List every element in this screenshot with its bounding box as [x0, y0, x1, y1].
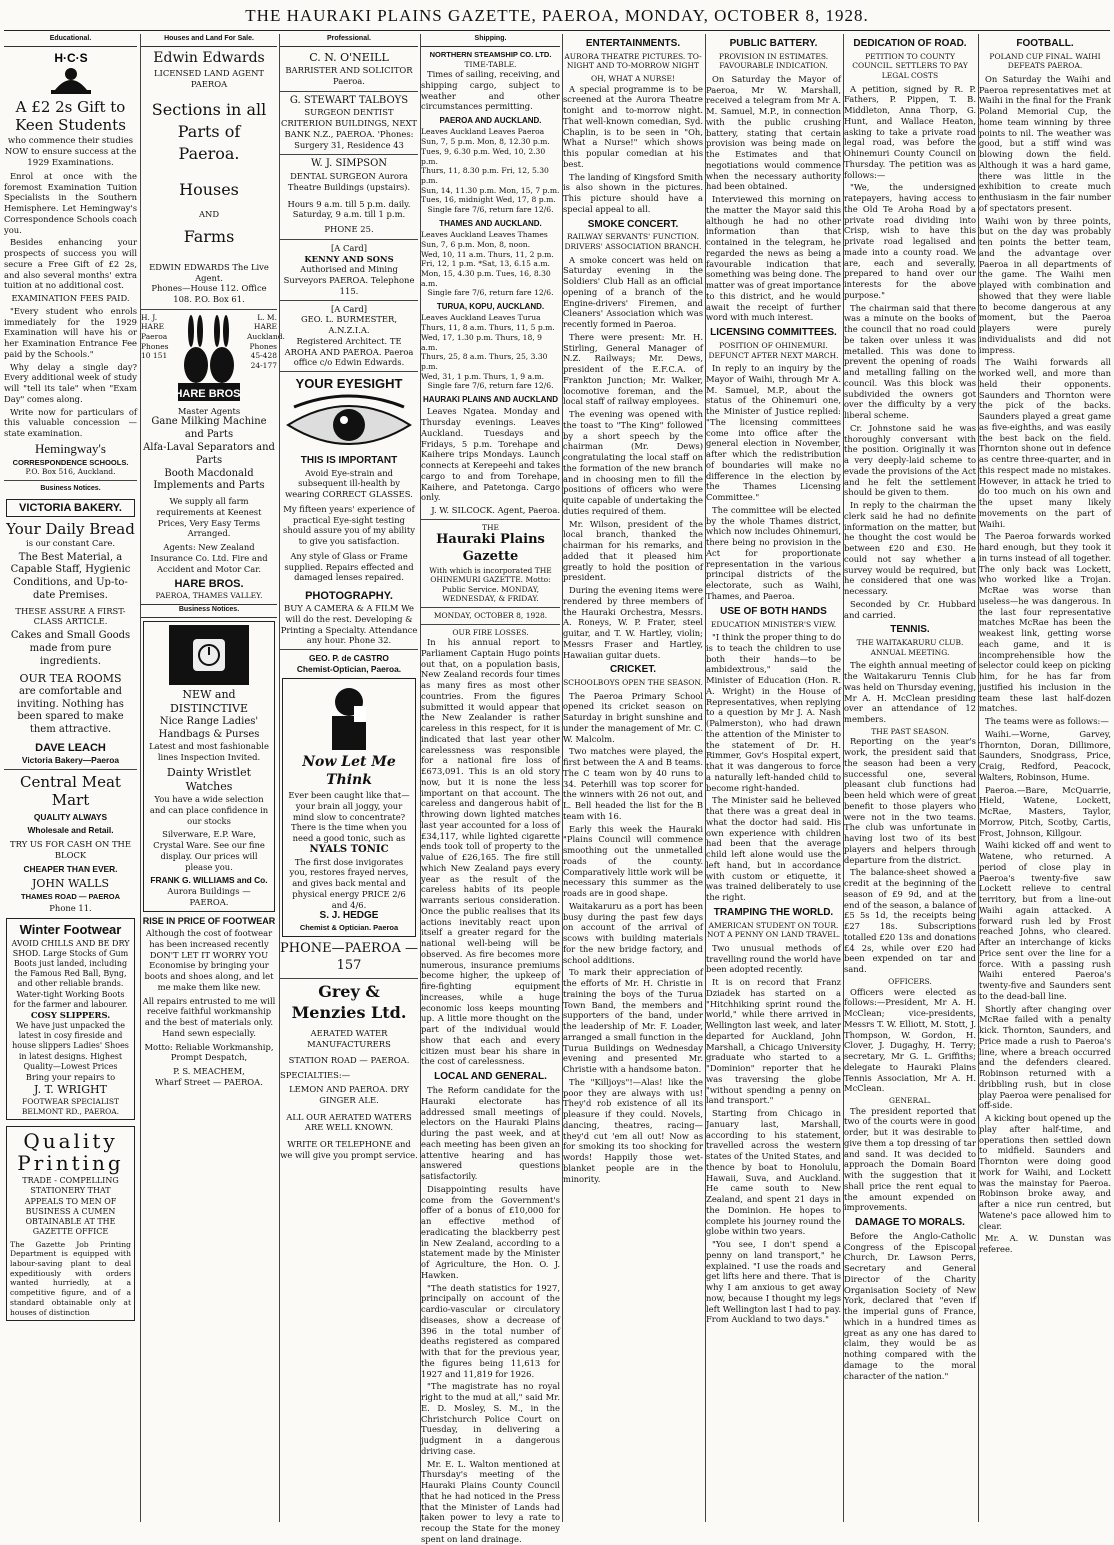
gift-paragraph-3: "Every student who enrols immediately for the 1929 Examination will have his or her Examination Entrance Fee paid by the Schools.": [4, 305, 137, 359]
local-paragraph-2: Disappointing results have come from the Government's offer of a bonus of £10,000 for an effective method of eradicating the blackberry pest in New Zealand, according to a statement made by the Minister of Agriculture, the Hon. O. J. Hawken.: [421, 1183, 560, 1280]
bread-paragraph: The Best Material, a Capable Staff, Hygienic Conditions, and Up-to-date Premises.: [10, 551, 131, 601]
kenny-name: KENNY AND SONS: [304, 253, 394, 264]
divider: [280, 978, 418, 979]
divider: [280, 649, 418, 650]
talboys-name: G. STEWART TALBOYS: [289, 94, 409, 106]
try-us-text: TRY US FOR CASH ON THE BLOCK: [10, 839, 131, 860]
timetable-row: Thurs, 11, 8.30 p.m. Fri, 12, 5.30 p.m.: [421, 166, 549, 185]
winter-footwear-text: AVOID CHILLS AND BE DRY SHOD. Large Stocks of Gum Boots just landed, including the Famous Red Ball, Byng, and other reliable brands. Water-tight Working Boots for the farmer and labourer.: [11, 938, 130, 1009]
dainty-watches: Dainty Wristlet Watches: [166, 765, 252, 794]
hare-item-2: Alfa-Laval Separators and Parts: [143, 441, 275, 466]
tramp-paragraph-2: It is on record that Franz Dziadek has started on a "Hitchhiking sprint round the world," while there arrived in Wellington last week, and later departed for Auckland, John Marshall, a Chicago University graduate who started to a "Dominion" reporter that he was traversing the globe "without spending a penny on land transport.": [706, 977, 841, 1106]
master-agents: Master Agents: [177, 405, 241, 416]
oneill-name: C. N. O'NEILL: [309, 50, 389, 64]
cricket-paragraph-3: Early this week the Hauraki "Plains Council will commence smoothing out the unmetalled roads of the county. Comparatively little work will be necessary this summer as the roads are in good shape.: [563, 823, 703, 899]
tea-rooms-text: are comfortable and inviting. Nothing has been spared to make them attractive.: [17, 685, 124, 736]
gift-subtitle: who commence their studies NOW to ensure success at the 1929 Examinations.: [4, 135, 137, 168]
hare-left: H. J. HARE Paeroa Phones 10 151: [141, 312, 169, 361]
divider: [421, 624, 560, 625]
ded-paragraph-1: A petition, signed by R. P. Fathers, P. Pippen, T. B. Middleton, Anna Thorp, G. Hunt, and Wallace Heaton, asking to take a private road legal road, was before the Ohinemuri County Council on Thursday. The petition was as follows:—: [844, 83, 976, 180]
paeroa-auckland: PAEROA AND AUCKLAND.: [439, 116, 542, 126]
rise-paragraph-2: All repairs entrusted to me will receive faithful workmanship and the best of materials only. Hand sewn especially.: [142, 995, 276, 1038]
local-paragraph-3: "The death statistics for 1927, principally on account of the cardio-vascular or circulatory diseases, show a decrease of 396 in the total number of deaths registered as compared with that for the previous year, the figures being 11,613 for 1927 and 11,819 for 1926.: [421, 1282, 560, 1379]
lic-paragraph-1: In reply to an inquiry by the Mayor of Waihi, through Mr A. M. Samuel, M.P., about the status of the Ohinemuri one, the Minister of Justice replied: "The licensing committees come into office after the general election in November, after which the redistribution of boundaries will make no difference in the election by the Thames Licensing Committee.": [706, 363, 841, 503]
dainty-text: You have a wide selection and can place confidence in our stocks: [149, 794, 269, 826]
bread-sub: is our constant Care.: [26, 537, 115, 548]
eye-paragraph-1: Avoid Eye-strain and subsequent ill-health by wearing CORRECT GLASSES.: [285, 467, 413, 500]
column-8: [978, 34, 1111, 1522]
damage-paragraph: Before the Anglo-Catholic Congress of the Episcopal Church, Dr. Lawson Perrs, Secretary and General Director of the Charity Organisation Society of New York, declared that "even if the imperial guns of France, which in a hundred times as great as any one has dared to claim, they would be as nothing compared with the damage to the moral character of the nation.": [844, 1230, 976, 1381]
local-paragraph-4: "The magistrate has no royal right to the mud at all," said Mr. E. D. Mosley, S. M., in the Christchurch Police Court on Tuesday, in delivering a judgment in a dangerous driving case.: [421, 1381, 560, 1456]
thames-auckland-rows: [421, 230, 560, 298]
ded-paragraph-3: The chairman said that there was a minute on the books of the council that no road could be taken over unless it was metalled. This was done to prevent the opening of roads and metalling falling on the council. Was this block was subdivided the owners got over the difficulty by a very liberal scheme.: [844, 302, 976, 421]
assure-text: THESE ASSURE A FIRST-CLASS ARTICLE.: [15, 605, 126, 627]
bring-repairs-text: Bring your repairs to: [25, 1072, 116, 1083]
eye-paragraph-2: My fifteen years' experience of practical Eye-sight testing should assure you of my ability to give you satisfaction.: [283, 503, 415, 547]
cosy-slippers-heading: COSY SLIPPERS.: [30, 1010, 111, 1021]
ded-paragraph-6: Seconded by Cr. Hubbard and carried.: [844, 598, 976, 620]
referee-text: Mr. A. W. Dunstan was referee.: [979, 1233, 1111, 1255]
smoke-paragraph-4: Mr. Wilson, president of the local branch, thanked the chairman for his remarks, and added that it pleased him greatly to hold the position of president.: [563, 518, 703, 583]
timetable-row: Thurs, 11, 8 a.m. Thurs, 11, 5 p.m.: [421, 323, 555, 333]
eyesight-heading: YOUR EYESIGHT: [295, 376, 403, 392]
lemon-text: LEMON AND PAEROA. DRY GINGER ALE.: [289, 1084, 409, 1105]
general-heading: GENERAL.: [889, 1096, 931, 1105]
rise-paragraph: Although the cost of footwear has been increased recently DON'T LET IT WORRY YOU Economise by bringing your boots and shoes along, and let me make them like new.: [144, 928, 274, 992]
card-label: [A Card]: [330, 242, 367, 253]
winter-footwear-heading: Winter Footwear: [19, 921, 122, 937]
hare-item-4: We supply all farm requirements at Keenest Prices, Very Easy Terms Arranged.: [156, 496, 262, 539]
nyals-paragraph: Ever been caught like that—your brain all joggy, your mind slow to concentrate? There is the time when you need a good tonic, such as: [288, 790, 410, 844]
hours-text: Hours 9 a.m. till 5 p.m. daily. Saturday, 9 a.m. till 1 p.m.: [287, 198, 411, 220]
gift-paragraph-1: Enrol at once with the foremost Examination Tuition Specialists in the Southern Hemisphere. Let Hemingway's Correspondence Schools coach you.: [4, 170, 137, 235]
station-road: STATION ROAD — PAEROA.: [288, 1054, 410, 1065]
smoke-concert-heading: SMOKE CONCERT.: [587, 218, 679, 230]
ded-paragraph-5: In reply to the chairman the clerk said he had no definite information on the matter, but he thought the cost would be between £20 and £30. He could not say whether a survey would be required, but he considered that one was necessary.: [844, 500, 976, 597]
eye-paragraph-3: Any style of Glass or Frame supplied. Repairs effected and damaged lenses repaired.: [284, 550, 414, 583]
handbags-text: Nice Range Ladies' Handbags & Purses: [158, 715, 260, 740]
timetable-row: Mon, 15, 4.30 p.m. Tues, 16, 8.30 a.m.: [421, 268, 551, 288]
divider: [141, 309, 277, 310]
rise-in-price-heading: RISE IN PRICE OF FOOTWEAR: [142, 915, 276, 926]
both-paragraph-1: "I think the proper thing to do is to teach the children to use both their hands—to be ambidextrous," said the Minister of Education (Hon. R. A. Wright) in the House of Representatives, when replying to a question by Mr J. A. Nash (Palmerston), who had drawn the attention of the Minister to the statement of Dr. H. Rimmer, Gov's Hospital expert, that it was dangerous to force a naturally left-handed child to become right-handed.: [706, 632, 841, 793]
quality-printing-ad: [6, 1126, 135, 1321]
section-shipping: Shipping.: [421, 34, 560, 47]
local-paragraph-1: The Reform candidate for the Hauraki electorate has addressed small meetings of electors on the Hauraki Plains during the past week, and at each meeting has been given an attentive hearing and has answered questions satisfactorily.: [421, 1085, 560, 1182]
officers-heading: OFFICERS.: [888, 976, 932, 986]
specialties: SPECIALTIES:—: [280, 1070, 351, 1081]
pb-paragraph-2: Interviewed this morning on the matter the Mayor said this although he had no other information than that contained in the telegram, he regarded the news as being a favourable indication that something was being done. The matter was of great importance to this district, and he would await the receipt of further word with much interest.: [706, 194, 841, 323]
past-paragraph-2: The balance-sheet showed a credit at the beginning of the season of £9 9d, and at the end of the season, a balance of £5 5s 1d, the receipts being £27 18s. Subscriptions totalled £20 13s and donations £4 2s, while over £20 had been expended on tar and sand.: [844, 867, 976, 975]
smoke-paragraph-1: A smoke concert was held on Saturday evening in the Soldiers' Club Hall as an official opening of a branch of the Engine-drivers' Firemen, and Cleaners' Association which was recently formed in Paeroa.: [563, 254, 703, 330]
gift-title: A £2 2s Gift to Keen Students: [15, 97, 126, 134]
tea-rooms-heading: OUR TEA ROOMS: [19, 671, 122, 685]
timetable-row: Sun, 7, 6 p.m. Mon, 8, noon.: [421, 239, 531, 249]
turua-auckland: TURUA, KOPU, AUCKLAND.: [436, 302, 545, 312]
dedication-heading: DEDICATION OF ROAD.: [853, 38, 967, 49]
nyals-ad: [282, 678, 416, 937]
meachem-address: Wharf Street — PAEROA.: [155, 1076, 263, 1087]
paeroa-auckland-rows: [421, 127, 560, 214]
frank-williams: FRANK G. WILLIAMS and Co.: [150, 875, 268, 886]
cheaper-text: CHEAPER THAN EVER.: [23, 863, 118, 874]
john-walls: JOHN WALLS: [32, 877, 109, 891]
timetable-row: Fri, 12, 1 p.m. *Sat, 13, 6.15 a.m.: [421, 259, 550, 269]
foot-paragraph-3: The Waihi forwards all worked well, and more than held their opponents. Saunders and Thornton were the pick of the backs. Saunders played a great game as five-eighths, and was easily the best back on the field. Thornton shone out in defence as centre three-quarter, and in this respect made no mistakes. However, in attack he tried to do too much on his own and the upset many likely movements on the part of Waihi.: [979, 357, 1111, 529]
divider: [421, 519, 560, 520]
dedication-sub: PETITION TO COUNTY COUNCIL. SETTLERS TO PAY LEGAL COSTS: [852, 51, 968, 80]
simpson-name: W. J. SIMPSON: [310, 158, 388, 170]
both-paragraph-2: The Minister said he believed that there was a great deal in what the doctor had said. His own experience with children had been that the average child left alone would use the left hand, but in accordance with custom or etiquette, it was trained deliberately to use the right.: [706, 795, 841, 903]
ent-paragraph-1: A special programme is to be screened at the Aurora Theatre tonight and to-morrow night. That well-known comedian, Syd. Chaplin, is to be seen in "Oh, What a Nurse!" which shows this popular comedian at his best.: [563, 83, 703, 169]
meachem-name: P. S. MEACHEM,: [173, 1066, 245, 1077]
quality-printing-text-2: The Gazette Job Printing Department is equipped with labour-saving plant to deal expeditiously with orders wanted hurriedly, at a competitive figure, and of a standard obtainable only at houses of distinction: [10, 1239, 131, 1317]
cricket-sub: SCHOOLBOYS OPEN THE SEASON.: [563, 678, 703, 688]
column-6: [705, 34, 841, 1522]
hare-bros-address: PAEROA, THAMES VALLEY.: [155, 591, 263, 601]
timetable-row: Single fare 7/6, return fare 12/6.: [427, 205, 554, 215]
tennis-paragraph: The eighth annual meeting of the Waitakaruru Tennis Club was held on Thursday evening, Mr A. H. McClean presiding over an attendance of 12 members.: [844, 660, 976, 725]
football-sub: POLAND CUP FINAL. WAIHI DEFEATS PAEROA.: [989, 51, 1101, 71]
aurora-sub: AURORA THEATRE PICTURES. TO-NIGHT AND TO-MORROW NIGHT: [564, 51, 702, 71]
dave-leach: DAVE LEACH: [35, 741, 106, 754]
cakes-text: Cakes and Small Goods made from pure ingredients.: [10, 630, 131, 667]
foot-paragraph-1: On Saturday the Waihi and Paeroa representatives met at Waihi in the final for the Frank Poland Memorial Cup, the home team winning by three points to nil. The weather was good, but a stiff wind was blowing down the field. Although it was a hard game, there was little in the exhibition to create much enthusiasm in the fair number of spectators present.: [979, 73, 1111, 213]
entertainments-heading: ENTERTAINMENTS.: [585, 38, 681, 49]
public-battery-sub: PROVISION IN ESTIMATES. FAVOURABLE INDICATION.: [718, 51, 829, 71]
smoke-paragraph-5: During the evening items were rendered by three members of the Hauraki Orchestra, Messrs. A. Roneys, W. P. Frater, steel guitar, and T. W. Hartley, violin; Messrs Fraser and Hartley, Hawaiian guitar duets.: [563, 585, 703, 660]
column-1: [4, 34, 137, 1522]
cricket-paragraph-1: The Paeroa Primary School opened its cricket season on Saturday in bright sunshine and under the management of Mr. C. W. Malcolm.: [563, 690, 703, 744]
local-general-heading: LOCAL AND GENERAL.: [434, 1071, 547, 1083]
pb-paragraph-1: On Saturday the Mayor of Paeroa, Mr W. Marshall, received a telegram from Mr A. M. Samuel, M.P., in connection with the public crushing battery, stating that certain provision was being made on the Estimates and that negotiations would commence when the necessary authority had been obtained.: [706, 73, 841, 192]
john-walls-address: THAMES ROAD — PAEROA: [20, 891, 121, 901]
card-label-2: [A Card]: [330, 303, 367, 314]
watch-icon: [169, 625, 249, 685]
smoke-concert-sub: RAILWAY SERVANTS' FUNCTION. DRIVERS' ASSOCIATION BRANCH.: [564, 232, 702, 251]
general-paragraph: The president reported that two of the courts were in good order, but it was desirable to give them a top dressing of tar and sand. It was decided to approach the Domain Board with the suggestion that it shall price the rent equal to the amount expended on improvements.: [844, 1105, 976, 1213]
timetable-row: Leaves Auckland Leaves Paeroa: [421, 127, 545, 137]
talboys-sub: SURGEON DENTIST CRITERION BUILDINGS, NEXT BANK N.Z., PAEROA. 'Phones: Surgery 31, Residence 43: [280, 107, 418, 150]
foot-paragraph-6: Shortly after changing over McRae failed with a penalty kick. Thornton, Saunders, and Price made a rush to Paeroa's line, where a breach occurred and the defenders cleared. Robinson returned with a dribbling rush, but in close play Paeroa were penalised for off-side.: [979, 1003, 1111, 1111]
timetable-row: Sun, 7, 5 p.m. Mon, 8, 12.30 p.m.: [421, 137, 550, 147]
divider: [280, 239, 418, 240]
ded-paragraph-2: "We, the undersigned ratepayers, having access to the Old Te Aroha Road by a private road dividing into Crisp, wish to have this private road legalised and made into a county road. We are, each and severally, prepared to hand over our interests for the above purpose.": [844, 182, 976, 300]
ent-paragraph-2: The landing of Kingsford Smith is also shown in the pictures. This picture should have a special appeal to all.: [563, 171, 703, 214]
oneill-sub: BARRISTER AND SOLICITOR Paeroa.: [285, 65, 413, 86]
and-text: AND: [198, 208, 220, 219]
hare-right: L. M. HARE Auckland. Phones 45-428 24-177: [247, 312, 285, 370]
tramp-paragraph-1: Two unusual methods of travelling round the world have been adopted recently.: [706, 942, 841, 975]
quality-printing-heading: Quality Printing: [17, 1129, 124, 1176]
frank-williams-address: Aurora Buildings — PAEROA.: [167, 886, 251, 907]
hemingways-sub: CORRESPONDENCE SCHOOLS.: [12, 457, 129, 467]
meat-mart-heading: Central Meat Mart: [20, 772, 121, 809]
divider: [280, 300, 418, 301]
masthead-rule: [4, 30, 1110, 31]
photography-heading: PHOTOGRAPHY.: [305, 590, 393, 603]
svg-text:HARE BROS.: HARE BROS.: [174, 387, 244, 400]
hpg-title: Hauraki Plains Gazette: [436, 532, 545, 565]
divider: [280, 91, 418, 92]
column-5: [562, 34, 703, 1522]
tramping-heading: TRAMPING THE WORLD.: [713, 906, 834, 918]
castro-name: GEO. P. de CASTRO: [309, 653, 389, 664]
burmester-sub: Registered Architect. TE AROHA AND PAEROA. Paeroa office c/o Edwin Edwards.: [284, 335, 414, 368]
the-label: THE: [481, 522, 500, 532]
tennis-heading: TENNIS.: [890, 624, 930, 636]
foot-paragraph-5: Waihi kicked off and went to Watene, who returned. A period of close play in Paeroa's twenty-five saw Lockett relieve to central territory, but from a line-out Waihi again attacked. A forward rush led by Frost reached Johns, who cleared. After an interchange of kicks Price sent over the line for a force. With a passing rush Waihi entered Paeroa's twenty-five and Saunders sent to the dead-ball line.: [979, 840, 1111, 1001]
phone-157: PHONE—PAEROA — 157: [280, 940, 419, 973]
nyals-tonic: NYALS TONIC: [309, 843, 389, 855]
hare-agents: Agents: New Zealand Insurance Co. Ltd. Fire and Accident and Motor Car.: [150, 542, 268, 574]
new-distinctive: NEW and DISTINCTIVE: [169, 687, 249, 715]
smoke-paragraph-2: There were present: Mr. H. Stirling, General Manager of N.Z. Railways; Mr. Dews, president of the E.F.C.A. of Frankton Junction; Mr. Walker, locomotive foreman, and the local staff of railway employees.: [563, 331, 703, 407]
edwin-edwards-name: Edwin Edwards: [153, 49, 265, 66]
quality-always: QUALITY ALWAYS: [33, 811, 108, 822]
divider: [280, 154, 418, 155]
hedge-name: S. J. HEDGE: [319, 910, 379, 922]
foot-paragraph-2: Waihi won by three points, but on the day was probably ten points the better team, and the advantage over Paeroa in all departments of the game. The Waihi men played with combination and showed that they were liable to become dangerous at any moment, but the Paeroa players were purely individualists and did not impress.: [979, 215, 1111, 355]
both-hands-sub: EDUCATION MINISTER'S VIEW.: [710, 619, 837, 629]
simpson-sub: DENTAL SURGEON Aurora Theatre Buildings (upstairs).: [287, 171, 411, 192]
officers-paragraph: Officers were elected as follows:—President, Mr A. H. McClean; vice-presidents, Messrs T. W. Elliott, M. Stott, J. Thompson, W. Gordon, H. Clover, J. Dugaghy, H. Terry; secretary, Mr G. L. Griffiths; delegate to Hauraki Plains Tennis Association, Mr A. H. McClean.: [844, 986, 976, 1094]
foot-paragraph-4: The Paeroa forwards worked hard enough, but they took it in turns instead of all together. The only back was Lockett, who worked like a Trojan. McRae was worse than useless—he was dangerous. In the last four representative matches McRae has been the weakest link, getting worse each game, and it is incomprehensible how the selector could keep on picking him, for he has far from justified his inclusion in the team these last half-dozen matches.: [979, 531, 1111, 714]
svg-text:H·C·S: H·C·S: [53, 50, 88, 65]
turua-rows: [421, 313, 560, 391]
aerated-water: AERATED WATER MANUFACTURERS: [307, 1028, 391, 1049]
teams-waihi: Waihi.—Worne, Garvey, Thornton, Doran, Dillimore, Saunders, Snodgrass, Price, Craig, Redford, Peacock, Walters, Robinson, Hume.: [979, 728, 1111, 782]
hare-rabbits-icon: [174, 313, 244, 403]
hpg-date: MONDAY, OCTOBER 8, 1928.: [433, 611, 548, 621]
past-paragraph-1: Reporting on the year's work, the president said that the season had been a very successful one, several pleasant club functions had been held which were of great benefit to those players who were not in the two teams. The club was unfortunate in having lost two of its best players and helpers through departure from the district.: [844, 736, 976, 865]
hemingways-box: P.O. Box 516, Auckland.: [25, 467, 116, 477]
quality-printing-text: TRADE - COMPELLING STATIONERY THAT APPEALS TO MEN OF BUSINESS A CUMEN OBTAINABLE AT THE GAZETTE OFFICE: [22, 1176, 119, 1237]
timetable-row: Wed, 17, 1.30 p.m. Thurs, 18, 9 a.m.: [421, 332, 543, 352]
nsco: NORTHERN STEAMSHIP CO. LTD.: [429, 49, 552, 59]
cosy-slippers-text: We have just unpacked the latest in cosy fireside and house slippers Ladies' Shoes in latest designs. Highest Quality—Lowest Prices: [12, 1020, 129, 1071]
cricket-paragraph-2: Two matches were played, the first between the A and B teams. The C team won by 40 runs to 34. Peterhill was top scorer for the winners with 26 not out, and L. Bell headed the list for the B team with 16.: [563, 746, 703, 821]
burmester-name: GEO. L. BURMESTER, A.N.Z.I.A.: [300, 314, 397, 336]
timetable-row: Wed, 31, 1 p.m. Thurs, 1, 9 a.m.: [421, 371, 545, 381]
exam-fees-heading: EXAMINATION FEES PAID.: [11, 293, 130, 304]
castro-sub: Chemist-Optician, Paeroa.: [296, 663, 402, 674]
sections-text: Sections in all Parts of Paeroa.: [151, 100, 267, 163]
houses-text: Houses: [179, 180, 239, 200]
tramp-paragraph-4: "You see, I don't spend a penny on land transport," he explained. "I use the roads and get lifts here and there. That is why I am anxious to get away now, because I thought my legs left Wellington last I had to pay. From Auckland to two days.": [706, 1239, 841, 1325]
masthead: THE HAURAKI PLAINS GAZETTE, PAEROA, MONDAY, OCTOBER 8, 1928.: [245, 6, 869, 25]
all-aerated-text: ALL OUR AERATED WATERS ARE WELL KNOWN.: [286, 1111, 412, 1133]
nyals-paragraph-2: The first dose invigorates you, restores frayed nerves, and gives back mental and physical energy PRICE 2/6 and 4/6.: [289, 856, 409, 910]
column-3: [279, 34, 418, 1522]
cricket-paragraph-5: To mark their appreciation of the efforts of Mr. H. Christie in training the boys of the Turua Town Band, the members and supporters of the band, under the leadership of Mr. F. Loader, arranged a small function in the Turua Buildings on Wednesday evening and presented Mr. Christie with a handsome baton.: [563, 967, 703, 1075]
gift-paragraph-5: Write now for particulars of this valuable concession — state examination.: [4, 406, 137, 439]
teams-paeroa: Paeroa.—Bare, McQuarrie, Hield, Watene, Lockett, McRae, Masters, Taylor, Morrow, Pitch, Scotby, Cartis, Frost, Johnson, Killgour.: [979, 784, 1111, 838]
timetable-row: Single fare 7/6, return fare 12/6.: [427, 381, 554, 391]
timetable-row: Tues, 16, midnight Wed, 17, 8 p.m.: [421, 195, 556, 205]
section-educational: Educational.: [4, 34, 137, 47]
timetable-row: Thurs, 25, 8 a.m. Thurs, 25, 3.30 p.m.: [421, 352, 548, 371]
bakery-name: VICTORIA BAKERY.: [19, 501, 122, 514]
winter-footwear-ad: [6, 918, 135, 1120]
fire-heading: OUR FIRE LOSSES.: [452, 627, 529, 637]
column-4: [420, 34, 560, 1544]
wholesale-retail: Wholesale and Retail.: [27, 825, 114, 836]
victoria-bakery-ad: [6, 499, 135, 517]
timetable: TIME-TABLE.: [464, 59, 517, 69]
hare-item-1: Gane Milking Machine and Parts: [151, 416, 267, 441]
john-walls-phone: Phone 11.: [49, 903, 92, 914]
local-paragraph-5: Mr. E. L. Walton mentioned at Thursday's meeting of the Hauraki Plains County Council that he had noticed in the Press that the Minister of Lands had taken power to levy a rate to recoup the State for the money spent on land drainage.: [421, 1458, 560, 1544]
timetable-row: Wed, 10, 11 a.m. Thurs, 11, 2 p.m.: [421, 249, 554, 259]
wright-name: J. T. WRIGHT: [34, 1082, 107, 1096]
timetable-text: Times of sailing, receiving, and shipping cargo, subject to weather and other circumstances permitting.: [421, 69, 560, 112]
tramp-paragraph-3: Starting from Chicago in January last, Marshall, according to his statement, travelled across the western states of the United States, and thence by boat to Honolulu, Hawaii, Suva, and Auckland. He came south to New Zealand, and spent 21 days in the Dominion. He hopes to complete his journey round the globe within two years.: [706, 1108, 841, 1237]
timetable-row: Leaves Auckland Leaves Thames: [421, 230, 548, 240]
eye-icon: [284, 397, 414, 453]
hpg-sub: With which is incorporated THE OHINEMURI GAZETTE. Motto: Public Service. MONDAY, WEDNESDAY, & FRIDAY.: [429, 565, 552, 604]
hare-bros-header: [141, 312, 285, 406]
both-hands-heading: USE OF BOTH HANDS: [720, 605, 827, 617]
column-7: [843, 34, 976, 1522]
hauraki-auckland: HAURAKI PLAINS AND AUCKLAND: [423, 395, 558, 405]
section-business-2: Business Notices.: [141, 604, 277, 618]
section-houses: Houses and Land For Sale.: [141, 34, 277, 47]
nurse-heading: OH, WHAT A NURSE!: [590, 73, 676, 83]
licensing-heading: LICENSING COMMITTEES.: [710, 327, 837, 339]
timetable-row: Leaves Auckland Leaves Turua: [421, 313, 541, 323]
hare-bros-name: HARE BROS.: [174, 578, 244, 591]
wright-sub: FOOTWEAR SPECIALIST BELMONT RD., PAEROA.: [21, 1096, 120, 1116]
cricket-paragraph-6: The "Killjoys"!—Alas! like the poor they are always with us! They'd rob existence of all its pleasure if they could. Novels, dancing, theatres, racing—they'd cut 'em all out! Now as for smoking its too shocking for words! Happily those wet-blanket people are in the minority.: [563, 1076, 703, 1184]
bread-heading: Your Daily Bread: [6, 519, 135, 538]
hauraki-auckland-text: Leaves Ngatea. Monday and Thursday evenings. Leaves Auckland. Tuesdays and Fridays, 5 p.m. Torehape and Kaihere trips Mondays. Launch connects at Kerepeehi and takes cargo to and from Torehape, Kaihere, and Patetonga. Cargo only.: [421, 406, 560, 503]
hare-logo: [171, 313, 247, 406]
past-season-heading: THE PAST SEASON.: [871, 726, 949, 736]
foot-paragraph-7: A kicking bout opened up the play after half-time, and operations then settled down to midfield. Saunders and Thornton were doing good work for Waihi, and Lockett was the mainstay for Paeroa. Robinson broke away, and after a nice run centred, but Watene's pace allowed him to clear.: [979, 1113, 1111, 1231]
hcs-logo-icon: [41, 50, 101, 96]
teams-text: The teams were as follows:—: [985, 716, 1109, 727]
hemingways-name: Hemingway's: [35, 440, 106, 456]
licensing-sub: POSITION OF OHINEMURI. DEFUNCT AFTER NEXT MARCH.: [708, 341, 839, 360]
football-heading: FOOTBALL.: [1016, 38, 1074, 49]
silverware-text: Silverware, E.P. Ware, Crystal Ware. See our fine display. Our prices will please you.: [153, 829, 265, 872]
damage-morals-heading: DAMAGE TO MORALS.: [855, 1217, 965, 1229]
timetable-row: Sun, 14, 11.30 p.m. Mon, 15, 7 p.m.: [421, 185, 560, 195]
important-heading: THIS IS IMPORTANT: [300, 454, 398, 466]
section-business: Business Notices.: [40, 484, 101, 492]
tramping-sub: AMERICAN STUDENT ON TOUR. NOT A PENNY ON LAND TRAVEL.: [706, 920, 841, 940]
silcock: J. W. SILCOCK. Agent, Paeroa.: [431, 505, 560, 516]
motto-text: Motto: Reliable Workmanship, Prompt Despatch,: [144, 1041, 274, 1063]
divider: [280, 371, 418, 372]
divider: [421, 607, 560, 608]
smoke-paragraph-3: The evening was opened with the toast to "The King" followed by a short speech by the chairman (Mr. Dews) congratulating the local staff on the formation of the new branch and in choosing men to fill the positions of officers who were quite capable of undertaking the duties required of them.: [563, 409, 703, 516]
section-professional: Professional.: [280, 34, 418, 47]
timetable-row: Single fare 7/6, return fare 12/6.: [427, 288, 554, 298]
grey-menzies: Grey & Menzies Ltd.: [291, 982, 407, 1022]
farms-text: Farms: [183, 227, 235, 247]
thames-auckland: THAMES AND AUCKLAND.: [439, 218, 542, 228]
gift-paragraph-4: Why delay a single day? Every additional week of study will "tell its tale" when "Exam Day" comes along.: [4, 361, 137, 404]
public-battery-heading: PUBLIC BATTERY.: [729, 38, 818, 49]
thinking-man-icon: [314, 682, 384, 752]
hare-item-3: Booth Macdonald Implements and Parts: [153, 467, 265, 492]
timetable-row: Tues, 9, 6.30 p.m. Wed, 10, 2.30 p.m.: [421, 146, 546, 166]
now-let-me-think: Now Let Me Think: [302, 754, 396, 789]
hedge-sub: Chemist & Optician. Paeroa: [299, 923, 399, 933]
fire-paragraph: In his annual report to Parliament Captain Hugo points out that, on a population basis, New Zealand records four times as many fires as most other countries. From the figures submitted it would appear that the New Zealander is rather careless in this respect, for it is indicated that last year other carelessness was responsible for a national fire loss of £673,091. This is an old story now, but it is none the less important on that account. The careless and dangerous habit of throwing down lighted matches last year accounted for a loss of £34,117, while lighted cigarette ends took toll of property to the value of £26,165. The fire still which New Zealand pays every year as the result of the careless habits of its people warrants serious consideration. Once the public realises that its actions inevitably react upon itself a greater regard for the national well-being will be observed. As fire becomes more numerous, insurance premiums become higher, the upkeep of fire-fighting equipment increases, while a huge economic loss keeps mounting up. A little more thought on the part of the individual would show that each and every citizen must bear his share in the cost of carelessness.: [421, 637, 560, 1067]
latest-lines: Latest and most fashionable lines Inspection Invited.: [149, 741, 269, 763]
williams-ad: [143, 621, 275, 912]
cricket-paragraph-4: Waitakaruru as a port has been busy during the past few days on account of the arrival of scows with building materials for the new bridge factory, and school additions.: [563, 900, 703, 965]
kenny-sub: Authorised and Mining Surveyors PAEROA. Telephone 115.: [283, 264, 415, 296]
edwin-edwards-2: EDWIN EDWARDS The Live Agent.: [149, 261, 269, 283]
ded-paragraph-4: Cr. Johnstone said he was thoroughly conversant with the position. Originally it was a very deeply-laid scheme to evade the provisions of the Act and he felt the settlement should be given to them.: [844, 422, 976, 498]
cricket-heading: CRICKET.: [609, 664, 657, 676]
column-2: [140, 34, 285, 1522]
edwin-edwards-sub: LICENSED LAND AGENT PAEROA: [153, 67, 265, 89]
dave-leach-sub: Victoria Bakery—Paeroa: [21, 754, 120, 765]
tennis-sub: THE WAITAKARURU CLUB. ANNUAL MEETING.: [856, 638, 964, 657]
phone-25: PHONE 25.: [324, 224, 374, 235]
write-text: WRITE OR TELEPHONE and we will give you prompt service.: [280, 1139, 418, 1160]
gift-paragraph-2: Besides enhancing your prospects of success you will secure a Free Gift of £2 2s, and also several months' extra tuition at no additional cost.: [4, 237, 137, 291]
lic-paragraph-2: The committee will be elected by the whole Thames district, which now includes Ohinemuri, there being no provision in the Act for proportionate representation in the various principal districts of the electorate, such as Waihi, Thames, and Paeroa.: [706, 504, 841, 601]
divider: [4, 769, 137, 770]
photography-text: BUY A CAMERA & A FILM We will do the rest. Developing & Printing a Specialty. Attendance any hour. Phone 32.: [280, 603, 418, 646]
divider: [4, 480, 137, 481]
edwin-edwards-phone: Phones—House 112. Office 108. P.O. Box 61.: [151, 283, 267, 305]
